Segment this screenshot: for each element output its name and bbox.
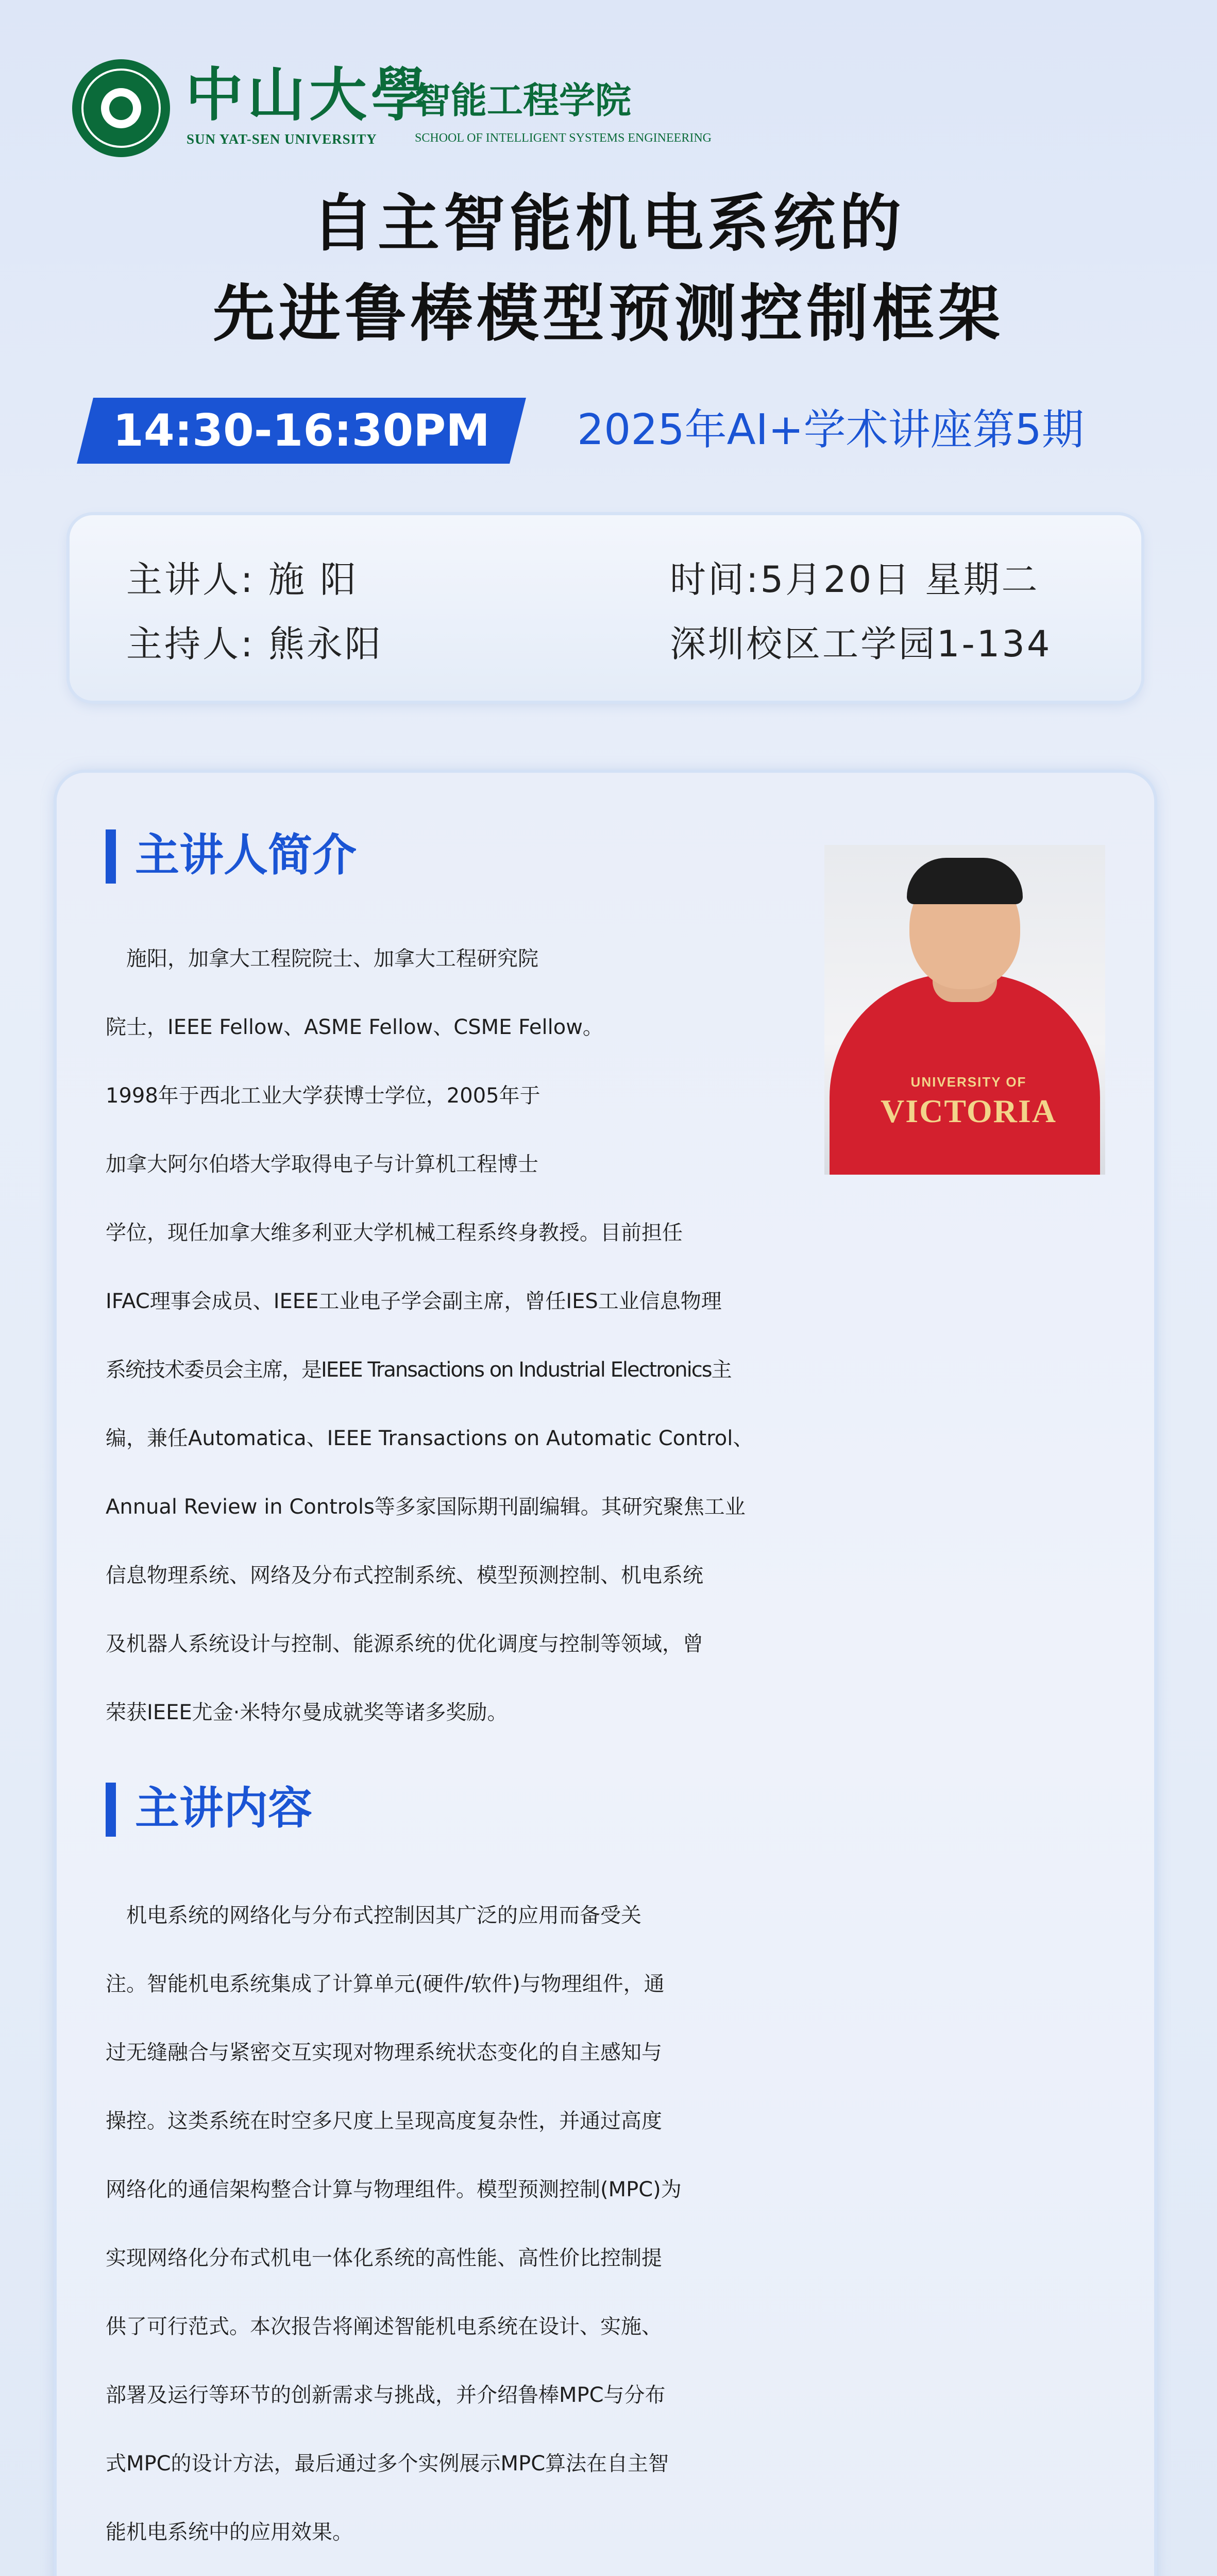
host-info: 主持人: 熊永阳 xyxy=(126,623,383,665)
content-line: 实现网络化分布式机电一体化系统的高性能、高性价比控制提 xyxy=(106,2246,662,2270)
series-label: 2025年AI+学术讲座第5期 xyxy=(577,405,1084,454)
bio-line: 系统技术委员会主席，是IEEE Transactions on Industrial Electronics主 xyxy=(106,1358,731,1382)
photo-hair xyxy=(907,858,1023,904)
content-line: 机电系统的网络化与分布式控制因其广泛的应用而备受关 xyxy=(106,1904,641,1927)
bio-line: 院士，IEEE Fellow、ASME Fellow、CSME Fellow。 xyxy=(106,1015,603,1039)
bio-line: 1998年于西北工业大学获博士学位，2005年于 xyxy=(106,1084,540,1108)
content-line: 网络化的通信架构整合计算与物理组件。模型预测控制(MPC)为 xyxy=(106,2178,682,2201)
content-line: 供了可行范式。本次报告将阐述智能机电系统在设计、实施、 xyxy=(106,2315,662,2338)
photo-shirt-text-small: UNIVERSITY OF xyxy=(910,1074,1027,1090)
seal-core xyxy=(109,96,133,120)
content-line: 操控。这类系统在时空多尺度上呈现高度复杂性，并通过高度 xyxy=(106,2109,662,2133)
photo-shirt-text-big: VICTORIA xyxy=(881,1093,1057,1129)
bio-line: 施阳，加拿大工程院院士、加拿大工程研究院 xyxy=(106,947,538,971)
section-marker xyxy=(106,829,116,884)
bio-heading: 主讲人简介 xyxy=(135,829,357,881)
content-line: 过无缝融合与紧密交互实现对物理系统状态变化的自主感知与 xyxy=(106,2041,662,2064)
school-name-cn: 智能工程学院 xyxy=(415,79,631,122)
content-line: 部署及运行等环节的创新需求与挑战，并介绍鲁棒MPC与分布 xyxy=(106,2383,666,2407)
content-line: 式MPC的设计方法，最后通过多个实例展示MPC算法在自主智 xyxy=(106,2452,669,2476)
bio-line: 学位，现任加拿大维多利亚大学机械工程系终身教授。目前担任 xyxy=(106,1221,683,1245)
bio-line: 及机器人系统设计与控制、能源系统的优化调度与控制等领域，曾 xyxy=(106,1632,703,1656)
date-info: 时间:5月20日 星期二 xyxy=(670,558,1040,601)
seal-ring xyxy=(81,69,161,148)
content-line: 注。智能机电系统集成了计算单元(硬件/软件)与物理组件，通 xyxy=(106,1972,665,1996)
university-name-en: SUN YAT-SEN UNIVERSITY xyxy=(187,131,377,147)
content-text xyxy=(106,1882,1136,2567)
bio-line: 加拿大阿尔伯塔大学取得电子与计算机工程博士 xyxy=(106,1153,538,1176)
content-heading: 主讲内容 xyxy=(135,1783,312,1834)
bio-line: 编，兼任Automatica、IEEE Transactions on Automatic Control、 xyxy=(106,1427,754,1450)
info-card xyxy=(70,515,1141,701)
bio-line: 信息物理系统、网络及分布式控制系统、模型预测控制、机电系统 xyxy=(106,1564,703,1587)
speaker-info: 主讲人: 施 阳 xyxy=(126,558,359,601)
bio-line: IFAC理事会成员、IEEE工业电子学会副主席，曾任IES工业信息物理 xyxy=(106,1290,722,1313)
bio-line: Annual Review in Controls等多家国际期刊副编辑。其研究聚焦工业 xyxy=(106,1495,746,1519)
university-seal-logo xyxy=(72,59,170,157)
bio-line: 荣获IEEE尤金·米特尔曼成就奖等诸多奖励。 xyxy=(106,1701,508,1724)
lecture-title-line1: 自主智能机电系统的 xyxy=(312,188,905,260)
location-info: 深圳校区工学园1-134 xyxy=(670,623,1052,665)
section-marker xyxy=(106,1783,116,1837)
content-line: 能机电系统中的应用效果。 xyxy=(106,2520,353,2544)
bio-text xyxy=(106,925,1136,1747)
lecture-title-line2: 先进鲁棒模型预测控制框架 xyxy=(213,278,1004,350)
university-name-cn: 中山大學 xyxy=(185,61,433,129)
school-name-en: SCHOOL OF INTELLIGENT SYSTEMS ENGINEERING xyxy=(415,131,712,145)
time-tag: 14:30-16:30PM xyxy=(113,405,490,456)
